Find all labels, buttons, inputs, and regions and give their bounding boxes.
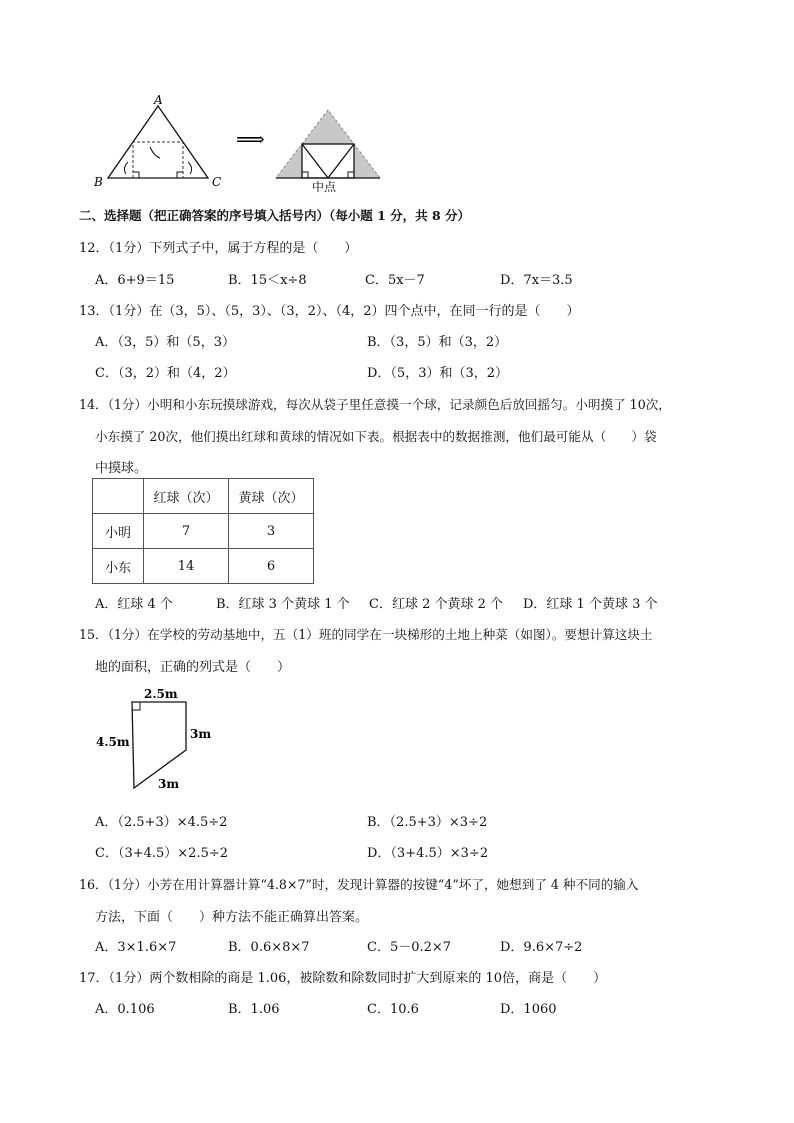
q13-option-d[interactable]: D．（5，3）和（3，2） [367, 366, 509, 381]
table-cell: 6 [229, 549, 314, 584]
table-cell: 7 [144, 514, 229, 549]
midpoint-label: 中点 [312, 180, 337, 192]
table-cell: 3 [229, 514, 314, 549]
question-13: 13．（1分）在（3，5）、（5，3）、（3，2）、（4，2）四个点中，在同一行的是（ ） [79, 304, 580, 319]
q15-option-c[interactable]: C．（3+4.5）×2.5÷2 [95, 846, 229, 861]
q17-option-d[interactable]: D．1060 [500, 1002, 557, 1017]
right-angle-mark-left [133, 172, 139, 178]
q15-option-d[interactable]: D．（3+4.5）×3÷2 [367, 846, 489, 861]
q12-option-a[interactable]: A．6+9＝15 [95, 273, 175, 288]
question-17: 17．（1分）两个数相除的商是 1.06，被除数和除数同时扩大到原来的 10倍，商是（ ） [79, 971, 607, 986]
q17-option-c[interactable]: C．10.6 [367, 1002, 419, 1017]
table-row [93, 514, 314, 549]
q12-option-c[interactable]: C．5x－7 [365, 273, 425, 288]
fold-arrow-top [150, 147, 160, 158]
question-14-line-3: 中摸球。 [95, 461, 148, 476]
question-12: 12．（1分）下列式子中，属于方程的是（ ） [79, 241, 358, 256]
fold-arrow-right [188, 162, 192, 174]
q12-option-d[interactable]: D．7x＝3.5 [500, 273, 573, 288]
q14-option-c[interactable]: C．红球 2 个黄球 2 个 [369, 597, 504, 612]
q16-option-c[interactable]: C．5－0.2×7 [367, 940, 452, 955]
trapezoid-top-label: 2.5m [144, 687, 178, 701]
question-15-line-1: 15．（1分）在学校的劳动基地中，五（1）班的同学在一块梯形的土地上种菜（如图）。要想计算这块土 [79, 627, 653, 642]
trapezoid-bottom-label: 3m [158, 777, 180, 791]
q13-option-b[interactable]: B．（3，5）和（3，2） [367, 335, 508, 350]
right-angle-mark [132, 702, 140, 710]
q13-option-a[interactable]: A．（3，5）和（5，3） [95, 335, 235, 350]
q16-option-b[interactable]: B．0.6×8×7 [228, 940, 310, 955]
q13-option-c[interactable]: C．（3，2）和（4，2） [95, 366, 236, 381]
q15-option-a[interactable]: A．（2.5+3）×4.5÷2 [95, 815, 228, 830]
q12-option-b[interactable]: B．15＜x÷8 [228, 273, 307, 288]
table-header-cell: 黄球（次） [229, 479, 314, 514]
vertex-b-label: B [94, 175, 103, 189]
q17-option-a[interactable]: A．0.106 [95, 1002, 155, 1017]
table-cell: 14 [144, 549, 229, 584]
trapezoid-shape [132, 702, 186, 788]
table-row [93, 549, 314, 584]
folded-rectangle [302, 144, 354, 178]
right-angle-mark-right [177, 172, 183, 178]
q14-option-d[interactable]: D．红球 1 个黄球 3 个 [523, 597, 658, 612]
question-15-line-2: 地的面积，正确的列式是（ ） [95, 660, 291, 675]
trapezoid-figure [92, 684, 232, 794]
triangle-fold-figure [88, 92, 418, 192]
fold-dashed-lines [133, 142, 183, 178]
ball-count-table [92, 478, 314, 584]
vertex-a-label: A [154, 93, 163, 107]
question-14-line-2: 小东摸了 20次，他们摸出红球和黄球的情况如下表。根据表中的数据推测，他们最可能从（ ）袋 [95, 429, 657, 444]
q17-option-b[interactable]: B．1.06 [228, 1002, 280, 1017]
vertex-c-label: C [212, 175, 222, 189]
trapezoid-right-label: 3m [190, 727, 212, 741]
q16-option-a[interactable]: A．3×1.6×7 [95, 940, 177, 955]
table-header-row [93, 479, 314, 514]
q15-option-b[interactable]: B．（2.5+3）×3÷2 [367, 815, 488, 830]
question-16-line-2: 方法，下面（ ）种方法不能正确算出答案。 [95, 910, 369, 925]
transform-arrow: ⟹ [236, 127, 265, 151]
q14-option-a[interactable]: A．红球 4 个 [95, 597, 173, 612]
fold-arrow-left [124, 162, 128, 174]
table-cell: 小东 [93, 549, 144, 584]
table-header-cell [93, 479, 144, 514]
question-16-line-1: 16．（1分）小芳在用计算器计算“4.8×7”时，发现计算器的按键“4”坏了，她想到了 4 种不同的输入 [79, 877, 639, 892]
trapezoid-left-label: 4.5m [96, 735, 130, 749]
table-header-cell: 红球（次） [144, 479, 229, 514]
q14-option-b[interactable]: B．红球 3 个黄球 1 个 [216, 597, 350, 612]
section-title: 二、选择题（把正确答案的序号填入括号内）（每小题 1 分，共 8 分） [79, 208, 471, 223]
question-14-line-1: 14．（1分）小明和小东玩摸球游戏，每次从袋子里任意摸一个球，记录颜色后放回摇匀。小明摸了 10次， [79, 397, 671, 412]
table-cell: 小明 [93, 514, 144, 549]
q16-option-d[interactable]: D．9.6×7÷2 [500, 940, 583, 955]
